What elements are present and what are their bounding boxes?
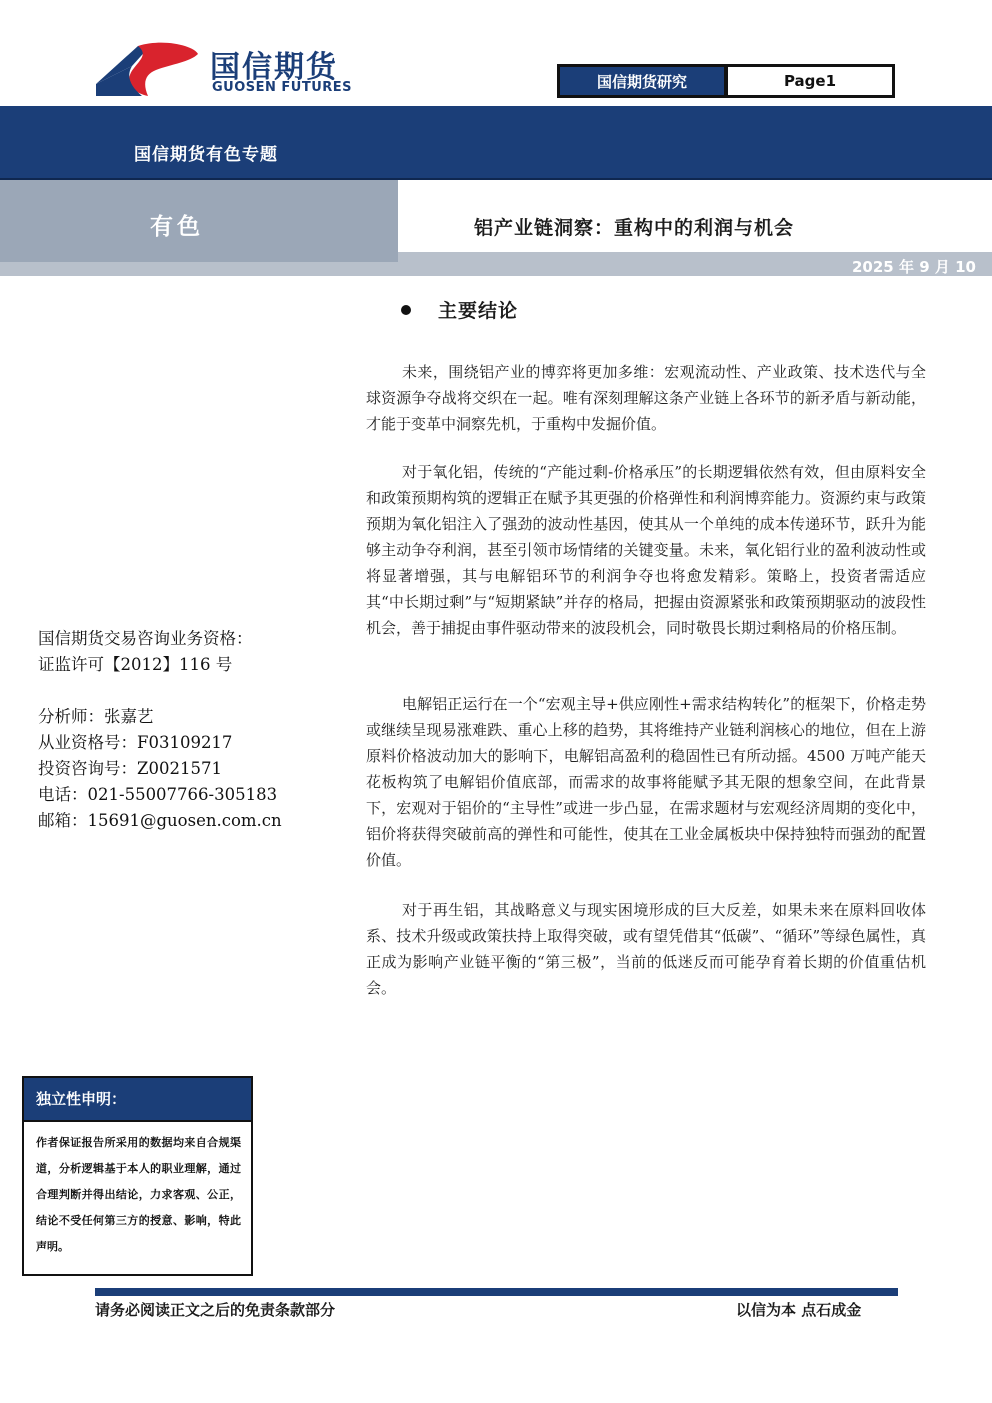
brand-name-en: GUOSEN FUTURES bbox=[212, 80, 353, 95]
license-number: 证监许可【2012】116 号 bbox=[38, 655, 233, 674]
qualification-line: 国信期货交易咨询业务资格： bbox=[38, 629, 253, 648]
page-label: Page1 bbox=[725, 64, 895, 98]
report-date: 2025 年 9 月 10 日 bbox=[852, 258, 976, 297]
footer-divider bbox=[95, 1288, 898, 1296]
disclaimer-notice: 请务必阅读正文之后的免责条款部分 bbox=[95, 1301, 336, 1319]
report-title: 铝产业链洞察：重构中的利润与机会 bbox=[474, 217, 795, 239]
sector-label: 有色 bbox=[150, 213, 204, 240]
paragraph-outlook: 未来，围绕铝产业的博弈将更加多维：宏观流动性、产业政策、技术迭代与全球资源争夺战将交织在一起。唯有深刻理解这条产业链上各环节的新矛盾与新动能，才能于变革中洞察先机，于重构中发掘价值。 bbox=[366, 363, 926, 433]
independence-body: 作者保证报告所采用的数据均来自合规渠道，分析逻辑基于本人的职业理解，通过合理判断并得出结论，力求客观、公正，结论不受任何第三方的授意、影响，特此声明。 bbox=[36, 1136, 241, 1253]
logo-mark-icon bbox=[94, 40, 204, 98]
bullet-icon bbox=[401, 305, 411, 315]
brand-name-cn: 国信期货 bbox=[210, 50, 338, 85]
independence-statement bbox=[22, 1076, 253, 1276]
phone-number: 电话：021-55007766-305183 bbox=[38, 785, 278, 804]
independence-title: 独立性申明： bbox=[24, 1078, 251, 1122]
consult-number: 投资咨询号：Z0021571 bbox=[38, 759, 222, 778]
company-logo bbox=[94, 38, 354, 100]
paragraph-alumina: 对于氧化铝，传统的“产能过剩-价格承压”的长期逻辑依然有效，但由原料安全和政策预期构筑的逻辑正在赋予其更强的价格弹性和利润博弈能力。资源约束与政策预期为氧化铝注入了强劲的波动性基因，使其从一个单纯的成本传递环节，跃升为能够主动争夺利润，甚至引领市场情绪的关键变量。未来，氧化铝行业的盈利波动性或将显著增强，其与电解铝环节的利润争夺也将愈发精彩。策略上，投资者需适应其“中长期过剩”与“短期紧缺”并存的格局，把握由资源紧张和政策预期驱动的波段性机会，善于捕捉由事件驱动带来的波段机会，同时敬畏长期过剩格局的价格压制。 bbox=[366, 463, 926, 637]
email-address: 邮箱：15691@guosen.com.cn bbox=[38, 811, 282, 830]
section-heading: 主要结论 bbox=[438, 300, 519, 322]
practice-number: 从业资格号：F03109217 bbox=[38, 733, 233, 752]
paragraph-electrolytic-aluminum: 电解铝正运行在一个“宏观主导+供应刚性+需求结构转化”的框架下，价格走势或继续呈现易涨难跌、重心上移的趋势，其将维持产业链利润核心的地位，但在上游原料价格波动加大的影响下，电解铝高盈利的稳固性已有所动摇。4500 万吨产能天花板构筑了电解铝价值底部，而需求的故事将能赋予其无限的想象空间，在此背景下，宏观对于铝价的“主导性”或进一步凸显，在需求题材与宏观经济周期的变化中，铝价将获得突破前高的弹性和可能性，使其在工业金属板块中保持独特而强劲的配置价值。 bbox=[366, 695, 926, 869]
company-slogan: 以信为本 点石成金 bbox=[736, 1301, 862, 1319]
series-title: 国信期货有色专题 bbox=[134, 145, 278, 165]
paragraph-recycled-aluminum: 对于再生铝，其战略意义与现实困境形成的巨大反差，如果未来在原料回收体系、技术升级或政策扶持上取得突破，或有望凭借其“低碳”、“循环”等绿色属性，真正成为影响产业链平衡的“第三极”，当前的低迷反而可能孕育着长期的价值重估机会。 bbox=[366, 901, 926, 997]
research-label: 国信期货研究 bbox=[557, 64, 727, 98]
analyst-name: 分析师：张嘉艺 bbox=[38, 707, 154, 726]
